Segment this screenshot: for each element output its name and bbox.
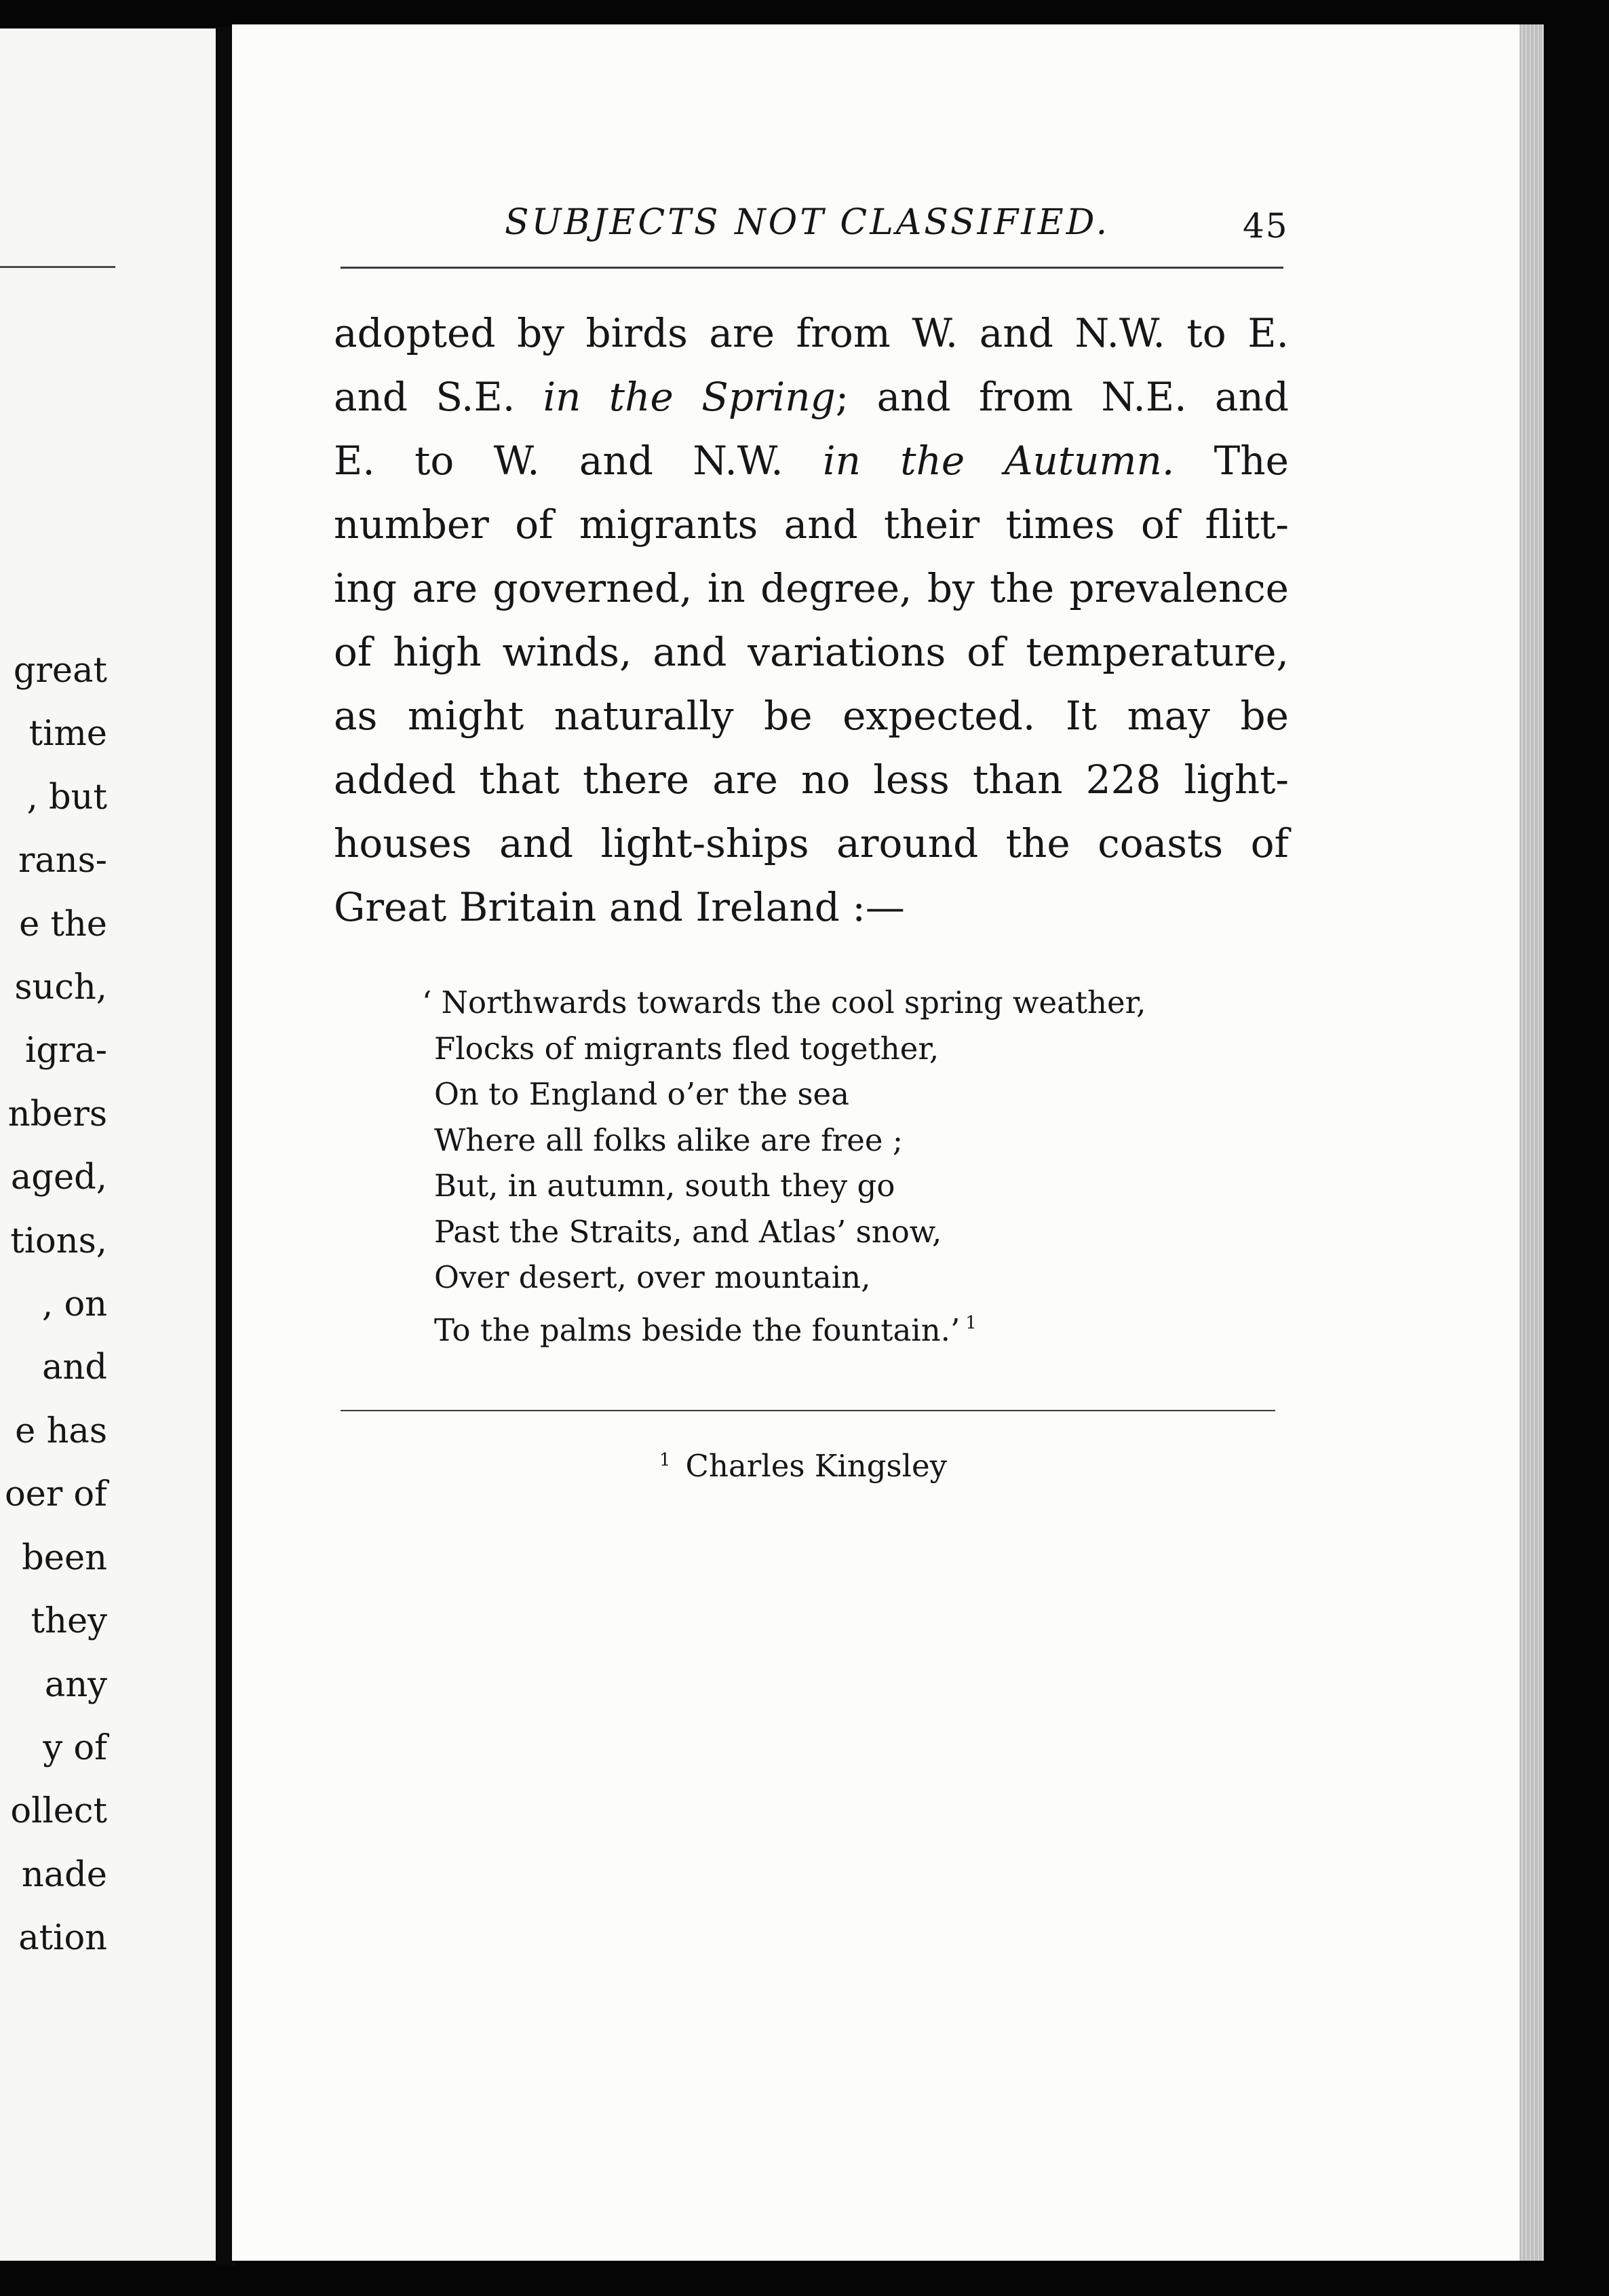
poem-line: But, in autumn, south they go	[434, 1168, 895, 1204]
previous-page-line: , on	[42, 1284, 107, 1325]
previous-page-line: oer of	[4, 1474, 107, 1515]
previous-page-line: y of	[43, 1727, 107, 1768]
previous-page-line: time	[28, 714, 107, 754]
previous-page-line: great	[13, 651, 107, 691]
previous-page-line: and	[42, 1347, 107, 1388]
page-number: 45	[1243, 206, 1289, 246]
footnote-rule	[341, 1410, 1275, 1411]
running-head: SUBJECTS NOT CLASSIFIED.	[505, 202, 1110, 243]
body-line: Great Britain and Ireland :—	[334, 884, 905, 930]
previous-page-line: igra-	[25, 1031, 107, 1071]
previous-page-line: aged,	[10, 1157, 107, 1198]
body-line: and S.E. in the Spring; and from N.E. and	[334, 374, 1289, 420]
previous-page-line: been	[22, 1537, 107, 1578]
poem-line: Over desert, over mountain,	[434, 1259, 871, 1295]
body-line: E. to W. and N.W. in the Autumn. The	[334, 438, 1289, 484]
body-line: number of migrants and their times of flitt-	[334, 501, 1289, 548]
previous-page-line: tions,	[10, 1221, 107, 1261]
body-line: added that there are no less than 228 light-	[334, 757, 1289, 803]
body-line: adopted by birds are from W. and N.W. to E.	[334, 310, 1289, 356]
footnote-mark: 1	[659, 1450, 671, 1470]
body-line: houses and light-ships around the coasts of	[334, 820, 1289, 866]
previous-page-line: nbers	[7, 1094, 107, 1134]
previous-page-line: any	[44, 1664, 107, 1705]
poem-line: ‘ Northwards towards the cool spring weather,	[422, 984, 1146, 1020]
body-line: as might naturally be expected. It may be	[334, 693, 1289, 739]
italic-phrase: in the Spring	[543, 374, 836, 420]
previous-page	[0, 28, 216, 2261]
body-line: ing are governed, in degree, by the prevalence	[334, 565, 1289, 611]
previous-page-line: e has	[15, 1411, 107, 1451]
previous-page-line: e the	[19, 904, 107, 944]
footnote	[659, 1448, 947, 1484]
footnote-reference: 1	[965, 1312, 977, 1333]
footnote-text: Charles Kingsley	[685, 1448, 948, 1484]
poem-line: Flocks of migrants fled together,	[434, 1030, 939, 1067]
previous-page-line: ation	[18, 1918, 107, 1959]
page-edge	[1519, 24, 1544, 2261]
previous-page-header-rule	[0, 266, 115, 268]
poem-line: Past the Straits, and Atlas’ snow,	[434, 1213, 942, 1250]
italic-phrase: in the Autumn.	[823, 438, 1175, 484]
previous-page-line: ollect	[10, 1791, 107, 1832]
poem-line: To the palms beside the fountain.’ $^1$	[434, 1312, 977, 1348]
previous-page-line: , but	[26, 777, 107, 818]
body-line: of high winds, and variations of temperature,	[334, 629, 1289, 675]
body-paragraph	[334, 301, 1289, 939]
previous-page-line: rans-	[18, 841, 107, 881]
poem-line: Where all folks alike are free ;	[434, 1122, 904, 1158]
poem-line: On to England o’er the sea	[434, 1076, 850, 1112]
previous-page-line: such,	[14, 968, 107, 1008]
previous-page-text	[0, 639, 107, 1970]
previous-page-line: they	[31, 1601, 107, 1642]
header-rule	[341, 267, 1283, 269]
previous-page-line: nade	[21, 1854, 107, 1895]
current-page	[232, 24, 1544, 2261]
poem-quotation	[422, 980, 1146, 1353]
